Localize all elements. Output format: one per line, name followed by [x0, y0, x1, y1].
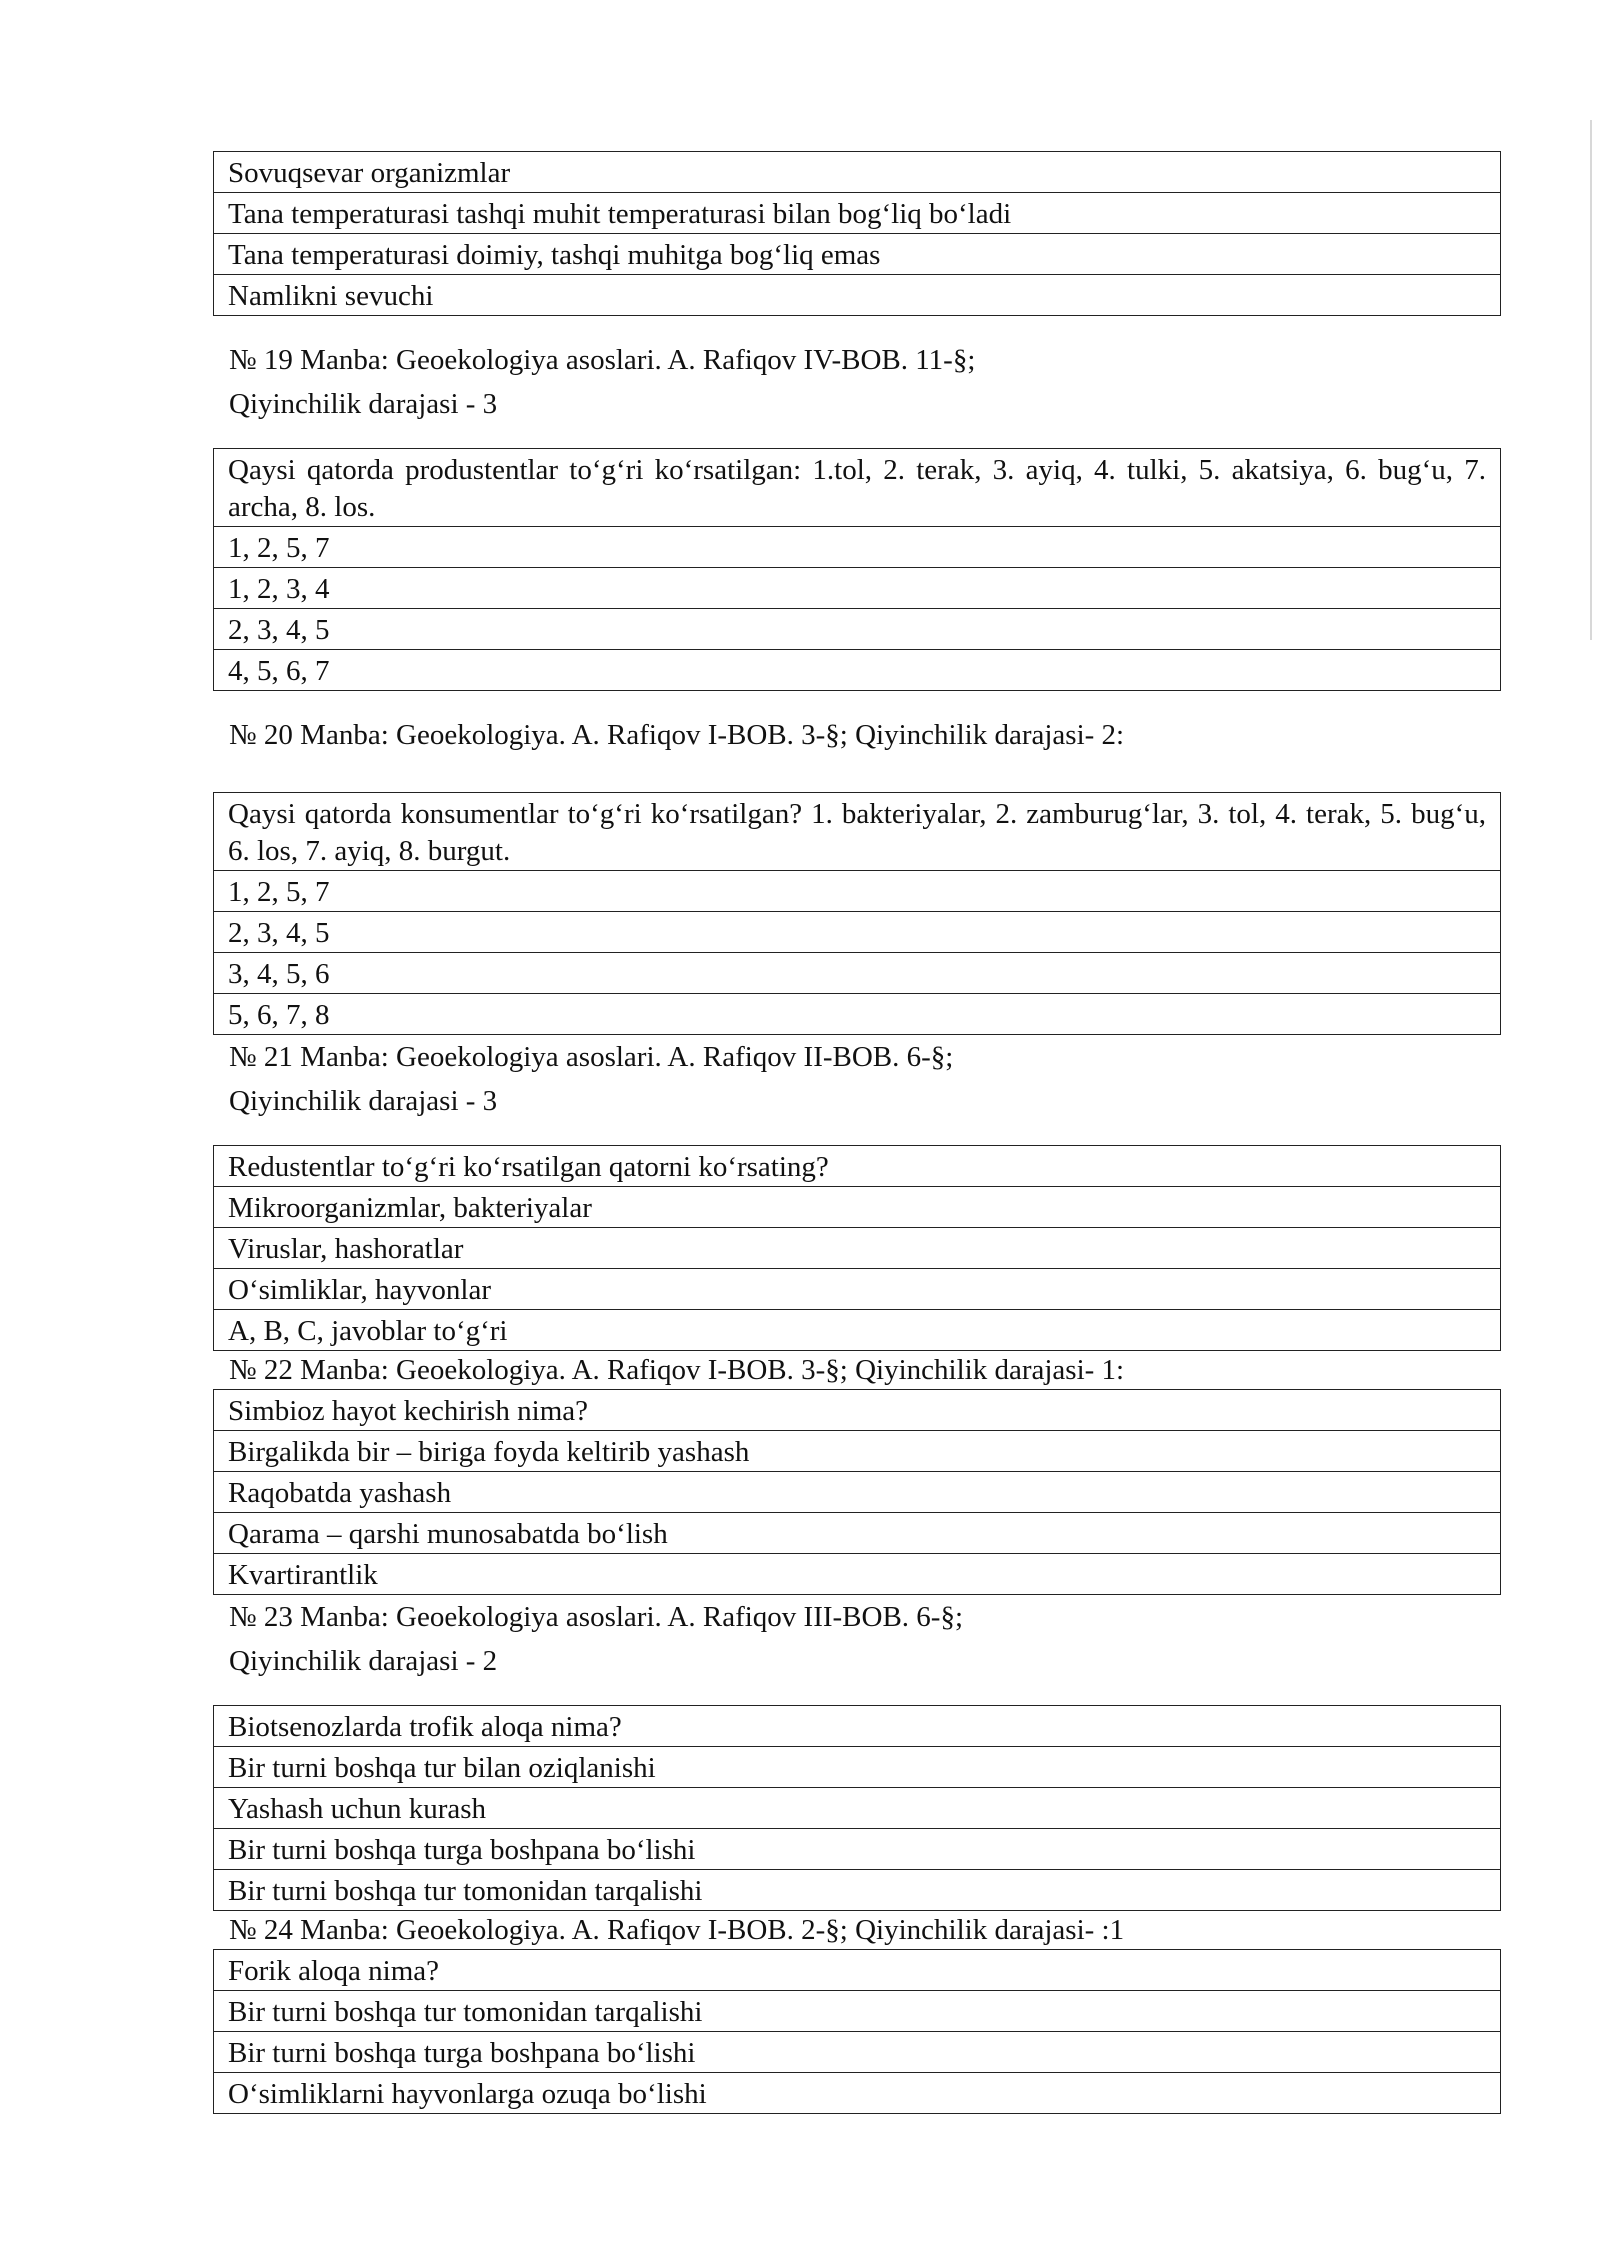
question-table-22: [213, 1389, 1501, 1595]
answer-option: Bir turni boshqa turga boshpana bo‘lishi: [214, 1828, 1500, 1869]
question-heading-22: [213, 1351, 1503, 1389]
answer-option: Tana temperaturasi doimiy, tashqi muhitga bog‘liq emas: [214, 233, 1500, 274]
answer-option: Kvartirantlik: [214, 1553, 1500, 1594]
answer-option: Qarama – qarshi munosabatda bo‘lish: [214, 1512, 1500, 1553]
answer-option: 2, 3, 4, 5: [214, 608, 1500, 649]
answer-option: Yashash uchun kurash: [214, 1787, 1500, 1828]
answer-option: Bir turni boshqa tur tomonidan tarqalishi: [214, 1869, 1500, 1910]
answer-option: 1, 2, 5, 7: [214, 870, 1500, 911]
question-table-20: [213, 792, 1501, 1035]
answer-option: Namlikni sevuchi: [214, 274, 1500, 315]
question-table-23: [213, 1705, 1501, 1911]
answer-option: Bir turni boshqa tur tomonidan tarqalishi: [214, 1990, 1500, 2031]
question-heading-23: [213, 1595, 1503, 1683]
question-text: Qaysi qatorda produstentlar to‘g‘ri ko‘rsatilgan: 1.tol, 2. terak, 3. ayiq, 4. tulki, 5. akatsiya, 6. bug‘u, 7. archa, 8. los.: [228, 454, 1486, 523]
answer-option: Mikroorganizmlar, bakteriyalar: [214, 1186, 1500, 1227]
question-heading-24: [213, 1911, 1503, 1949]
question-table-21: [213, 1145, 1501, 1351]
answer-option: Tana temperaturasi tashqi muhit temperaturasi bilan bog‘liq bo‘ladi: [214, 192, 1500, 233]
question-text: Redustentlar to‘g‘ri ko‘rsatilgan qatorni ko‘rsating?: [228, 1151, 829, 1183]
answer-option: 1, 2, 3, 4: [214, 567, 1500, 608]
question-heading-21: [213, 1035, 1503, 1123]
answer-option: Viruslar, hashoratlar: [214, 1227, 1500, 1268]
heading-source-line: № 21 Manba: Geoekologiya asoslari. A. Rafiqov II-BOB. 6-§;: [229, 1041, 954, 1073]
question-table-18: [213, 151, 1501, 316]
heading-source-line: № 23 Manba: Geoekologiya asoslari. A. Rafiqov III-BOB. 6-§;: [229, 1601, 964, 1633]
answer-option: A, B, C, javoblar to‘g‘ri: [214, 1309, 1500, 1350]
question-text: Biotsenozlarda trofik aloqa nima?: [228, 1711, 622, 1743]
answer-option: Bir turni boshqa turga boshpana bo‘lishi: [214, 2031, 1500, 2072]
question-text: Simbioz hayot kechirish nima?: [228, 1395, 589, 1427]
question-table-24: [213, 1949, 1501, 2114]
answer-option: O‘simliklar, hayvonlar: [214, 1268, 1500, 1309]
heading-difficulty-line: Qiyinchilik darajasi - 3: [229, 388, 498, 420]
document-body: [213, 151, 1503, 2114]
heading-source-line: № 19 Manba: Geoekologiya asoslari. A. Rafiqov IV-BOB. 11-§;: [229, 344, 976, 376]
heading-difficulty-line: Qiyinchilik darajasi - 3: [229, 1085, 498, 1117]
answer-option: Bir turni boshqa tur bilan oziqlanishi: [214, 1746, 1500, 1787]
question-table-19: [213, 448, 1501, 691]
answer-option: 1, 2, 5, 7: [214, 526, 1500, 567]
answer-option: 4, 5, 6, 7: [214, 649, 1500, 690]
question-text: Sovuqsevar organizmlar: [228, 157, 511, 189]
heading-source-line: № 20 Manba: Geoekologiya. A. Rafiqov I-BOB. 3-§; Qiyinchilik darajasi- 2:: [229, 719, 1125, 751]
question-heading-19: [213, 338, 1503, 426]
answer-option: Raqobatda yashash: [214, 1471, 1500, 1512]
answer-option: 5, 6, 7, 8: [214, 993, 1500, 1034]
answer-option: O‘simliklarni hayvonlarga ozuqa bo‘lishi: [214, 2072, 1500, 2113]
question-heading-20: [213, 713, 1503, 757]
heading-source-line: № 24 Manba: Geoekologiya. A. Rafiqov I-BOB. 2-§; Qiyinchilik darajasi- :1: [229, 1914, 1125, 1946]
answer-option: Birgalikda bir – biriga foyda keltirib yashash: [214, 1430, 1500, 1471]
answer-option: 3, 4, 5, 6: [214, 952, 1500, 993]
answer-option: 2, 3, 4, 5: [214, 911, 1500, 952]
heading-difficulty-line: Qiyinchilik darajasi - 2: [229, 1645, 498, 1677]
question-text: Forik aloqa nima?: [228, 1955, 440, 1987]
heading-source-line: № 22 Manba: Geoekologiya. A. Rafiqov I-BOB. 3-§; Qiyinchilik darajasi- 1:: [229, 1354, 1125, 1386]
page-edge-divider: [1590, 120, 1592, 640]
question-text: Qaysi qatorda konsumentlar to‘g‘ri ko‘rsatilgan? 1. bakteriyalar, 2. zamburug‘lar, 3. tol, 4. terak, 5. bug‘u, 6. los, 7. ayiq, 8. burgut.: [228, 798, 1486, 867]
